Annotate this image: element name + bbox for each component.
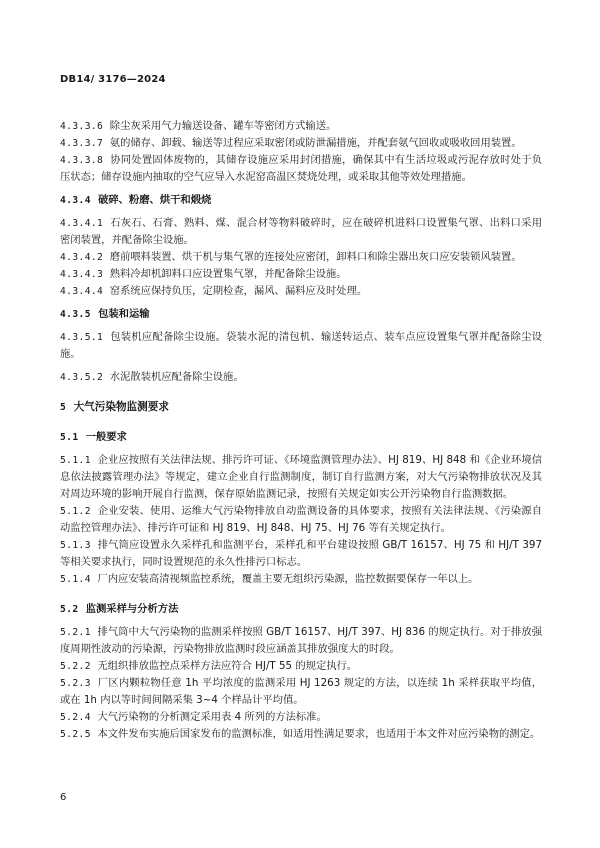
clause-text: 厂区内颗粒物任意 1h 平均浓度的监测采用 HJ 1263 规定的方法，以连续 1h 采样获取平均值，或在 1h 内以等时间间隔采集 3~4 个样品计平均值。 bbox=[60, 677, 542, 706]
chapter-heading-5 bbox=[60, 399, 542, 416]
section-title: 监测采样与分析方法 bbox=[85, 603, 179, 615]
section-title: 一般要求 bbox=[85, 431, 127, 443]
clause-4-3-5-2 bbox=[60, 369, 542, 386]
section-heading-5-2 bbox=[60, 601, 542, 618]
clause-text: 企业应按照有关法律法规、排污许可证、《环境监测管理办法》、HJ 819、HJ 848 和《企业环境信息依法披露管理办法》等规定，建立企业自行监测制度，制订自行监测方案，对大气污染物排放状况及其对周边环境的影响开展自行监测，保存原始监测记录，按照有关规定如实公开污染物自行监测数据。 bbox=[60, 454, 542, 500]
clause-4-3-3-7 bbox=[60, 135, 542, 152]
clause-text: 包装机应配备除尘设施。袋装水泥的清包机、输送转运点、装车点应设置集气罩并配备除尘设施。 bbox=[60, 331, 543, 360]
clause-text: 企业安装、使用、运维大气污染物排放自动监测设备的具体要求，按照有关法律法规、《污染源自动监控管理办法》、排污许可证和 HJ 819、HJ 848、HJ 75、HJ 76 等有关规定执行。 bbox=[60, 505, 543, 534]
clause-4-3-4-2 bbox=[60, 249, 542, 266]
clause-4-3-5-1 bbox=[60, 329, 542, 363]
clause-4-3-3-6 bbox=[60, 118, 542, 135]
clause-number: 5.2.3 bbox=[60, 678, 91, 689]
clause-number: 5.2.4 bbox=[60, 712, 91, 723]
clause-number: 5.2.2 bbox=[60, 661, 91, 672]
clause-number: 4.3.5.2 bbox=[60, 372, 104, 383]
clause-5-2-4 bbox=[60, 709, 542, 726]
clause-text: 大气污染物的分析测定采用表 4 所列的方法标准。 bbox=[97, 711, 327, 723]
clause-number: 5.2.5 bbox=[60, 729, 91, 740]
clause-5-1-4 bbox=[60, 571, 542, 588]
clause-5-2-3 bbox=[60, 675, 542, 709]
section-title: 破碎、粉磨、烘干和煅烧 bbox=[98, 194, 212, 206]
clause-text: 无组织排放监控点采样方法应符合 HJ/T 55 的规定执行。 bbox=[97, 660, 358, 672]
clause-number: 4.3.4.2 bbox=[60, 252, 104, 263]
chapter-number: 5 bbox=[60, 402, 67, 413]
section-number: 4.3.5 bbox=[60, 309, 91, 320]
clause-4-3-3-8 bbox=[60, 152, 542, 186]
clause-5-2-1 bbox=[60, 624, 542, 658]
clause-number: 4.3.4.4 bbox=[60, 286, 104, 297]
section-heading-4-3-4 bbox=[60, 192, 542, 209]
clause-text: 水泥散装机应配备除尘设施。 bbox=[109, 371, 244, 383]
clause-number: 5.1.3 bbox=[60, 540, 91, 551]
clause-number: 4.3.4.1 bbox=[60, 218, 104, 229]
clause-text: 磨前喂料装置、烘干机与集气罩的连接处应密闭，卸料口和除尘器出灰口应安装锁风装置。 bbox=[109, 251, 522, 263]
clause-number: 5.1.2 bbox=[60, 506, 91, 517]
clause-number: 4.3.5.1 bbox=[60, 332, 104, 343]
document-code: DB14/ 3176—2024 bbox=[60, 74, 166, 85]
clause-number: 5.2.1 bbox=[60, 627, 91, 638]
clause-text: 厂内应安装高清视频监控系统，覆盖主要无组织污染源，监控数据要保存一年以上。 bbox=[97, 573, 479, 585]
section-heading-5-1 bbox=[60, 429, 542, 446]
section-heading-4-3-5 bbox=[60, 306, 542, 323]
section-title: 包装和运输 bbox=[98, 308, 150, 320]
clause-5-1-2 bbox=[60, 503, 542, 537]
clause-4-3-4-3 bbox=[60, 266, 542, 283]
clause-text: 氨的储存、卸载、输送等过程应采取密闭或防泄漏措施，并配套氨气回收或吸收回用装置。 bbox=[109, 137, 522, 149]
clause-text: 除尘灰采用气力输送设备、罐车等密闭方式输送。 bbox=[109, 120, 337, 132]
clause-4-3-4-4 bbox=[60, 283, 542, 300]
clause-5-2-2 bbox=[60, 658, 542, 675]
clause-text: 本文件发布实施后国家发布的监测标准，如适用性满足要求，也适用于本文件对应污染物的测定。 bbox=[97, 728, 541, 740]
clause-text: 协同处置固体废物的，其储存设施应采用封闭措施，确保其中有生活垃圾或污泥存放时处于负压状态；储存设施内抽取的空气应导入水泥窑高温区焚烧处理，或采取其他等效处理措施。 bbox=[60, 154, 543, 183]
page-number: 6 bbox=[60, 792, 67, 803]
clause-5-1-1 bbox=[60, 452, 542, 503]
clause-number: 4.3.3.6 bbox=[60, 121, 104, 132]
clause-text: 熟料冷却机卸料口应设置集气罩，并配备除尘设施。 bbox=[109, 268, 347, 280]
clause-number: 4.3.3.8 bbox=[60, 155, 104, 166]
section-number: 5.1 bbox=[60, 432, 79, 443]
clause-number: 4.3.4.3 bbox=[60, 269, 104, 280]
clause-5-1-3 bbox=[60, 537, 542, 571]
clause-number: 5.1.4 bbox=[60, 574, 91, 585]
document-body bbox=[60, 118, 542, 743]
clause-number: 5.1.1 bbox=[60, 455, 91, 466]
clause-5-2-5 bbox=[60, 726, 542, 743]
clause-4-3-4-1 bbox=[60, 215, 542, 249]
section-number: 5.2 bbox=[60, 604, 79, 615]
chapter-title: 大气污染物监测要求 bbox=[73, 401, 169, 413]
section-number: 4.3.4 bbox=[60, 195, 91, 206]
clause-number: 4.3.3.7 bbox=[60, 138, 104, 149]
clause-text: 石灰石、石膏、熟料、煤、混合材等物料破碎时，应在破碎机进料口设置集气罩、出料口采用密闭装置，并配备除尘设施。 bbox=[60, 217, 543, 246]
clause-text: 排气筒中大气污染物的监测采样按照 GB/T 16157、HJ/T 397、HJ 836 的规定执行。对于排放强度周期性波动的污染源，污染物排放监测时段应涵盖其排放强度大的时段。 bbox=[60, 626, 542, 655]
clause-text: 窑系统应保持负压，定期检查，漏风、漏料应及时处理。 bbox=[109, 285, 368, 297]
clause-text: 排气筒应设置永久采样孔和监测平台，采样孔和平台建设按照 GB/T 16157、HJ 75 和 HJ/T 397 等相关要求执行，同时设置规范的永久性排污口标志。 bbox=[60, 539, 542, 568]
